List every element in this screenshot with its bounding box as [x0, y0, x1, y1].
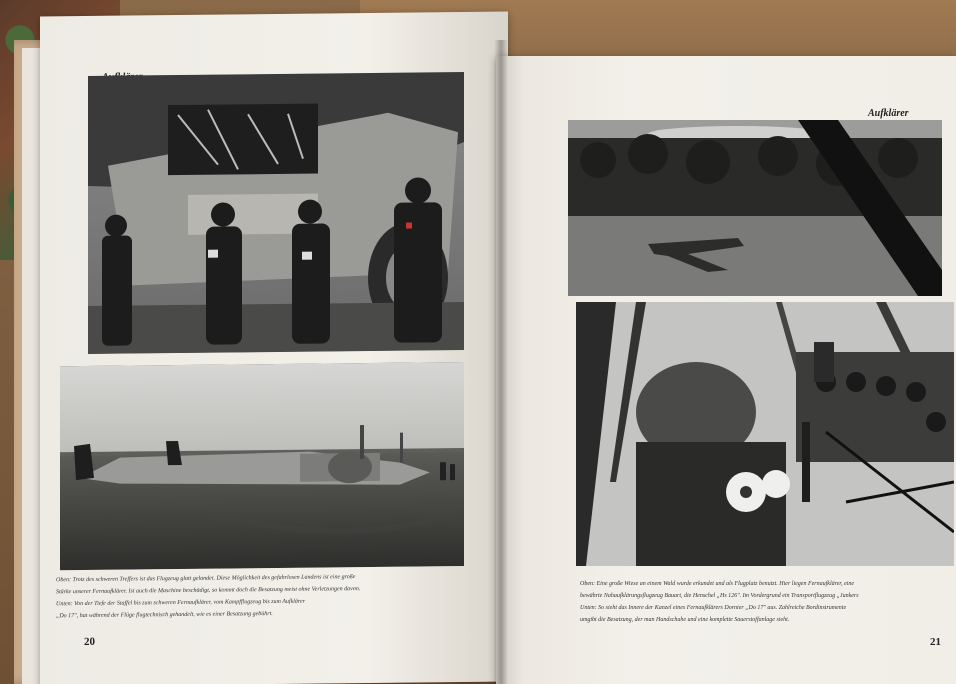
right-page-number: 21	[930, 636, 941, 648]
crew-photo-graphic	[88, 72, 464, 354]
right-page-header: Aufklärer	[868, 108, 909, 119]
left-page-number: 20	[84, 635, 95, 648]
right-caption-line-2: bewährte Nahaufklärungsflugzeug Bauart, die Henschel „Hs 126". Im Vordergrund ein Transportflugzeug „Junkers	[580, 593, 859, 599]
left-caption-line-4: „Do 17", hat während der Flüge flugtechnisch gehandelt, wie es einer Besatzung gebührt.	[56, 611, 273, 620]
right-caption-line-3: Unten: So sieht das Innere der Kanzel eines Fernaufklärers Dornier „Do 17" aus. Zahlreiche Bordinstrumente	[580, 605, 847, 611]
cockpit-graphic	[576, 302, 954, 566]
right-caption-line-1: Oben: Eine große Wiese an einem Wald wurde erkundet und als Flugplatz benutzt. Hier liegen Fernaufklärer, eine	[580, 581, 855, 587]
book-gutter-shadow	[494, 40, 508, 684]
photo-crew-at-aircraft	[88, 72, 464, 354]
photo-landed-aircraft	[60, 362, 464, 570]
left-caption-line-3: Unten: Von der Tiefe der Staffel bis zum schweren Fernaufklärer, vom Kampfflugzeug bis zum Aufklärer	[56, 598, 306, 608]
photo-airfield-aerial	[568, 120, 942, 296]
airfield-graphic	[568, 120, 942, 296]
left-caption-line-1: Oben: Trotz des schweren Treffers ist das Flugzeug glatt gelandet. Diese Möglichkeit des gefahrlosen Landens ist eine große	[56, 574, 356, 584]
landed-aircraft-graphic	[60, 362, 464, 570]
right-caption-line-4: umgibt die Besatzung, der man Handschuhe und eine komplette Sauerstoffanlage sieht.	[580, 617, 790, 623]
left-page	[40, 12, 508, 684]
left-caption-line-2: Stärke unserer Fernaufklärer. Ist auch die Maschine beschädigt, so kommt doch die Besatzung meist ohne Verletzungen davon.	[56, 586, 361, 596]
right-page	[496, 56, 956, 684]
photo-cockpit-interior	[576, 302, 954, 566]
